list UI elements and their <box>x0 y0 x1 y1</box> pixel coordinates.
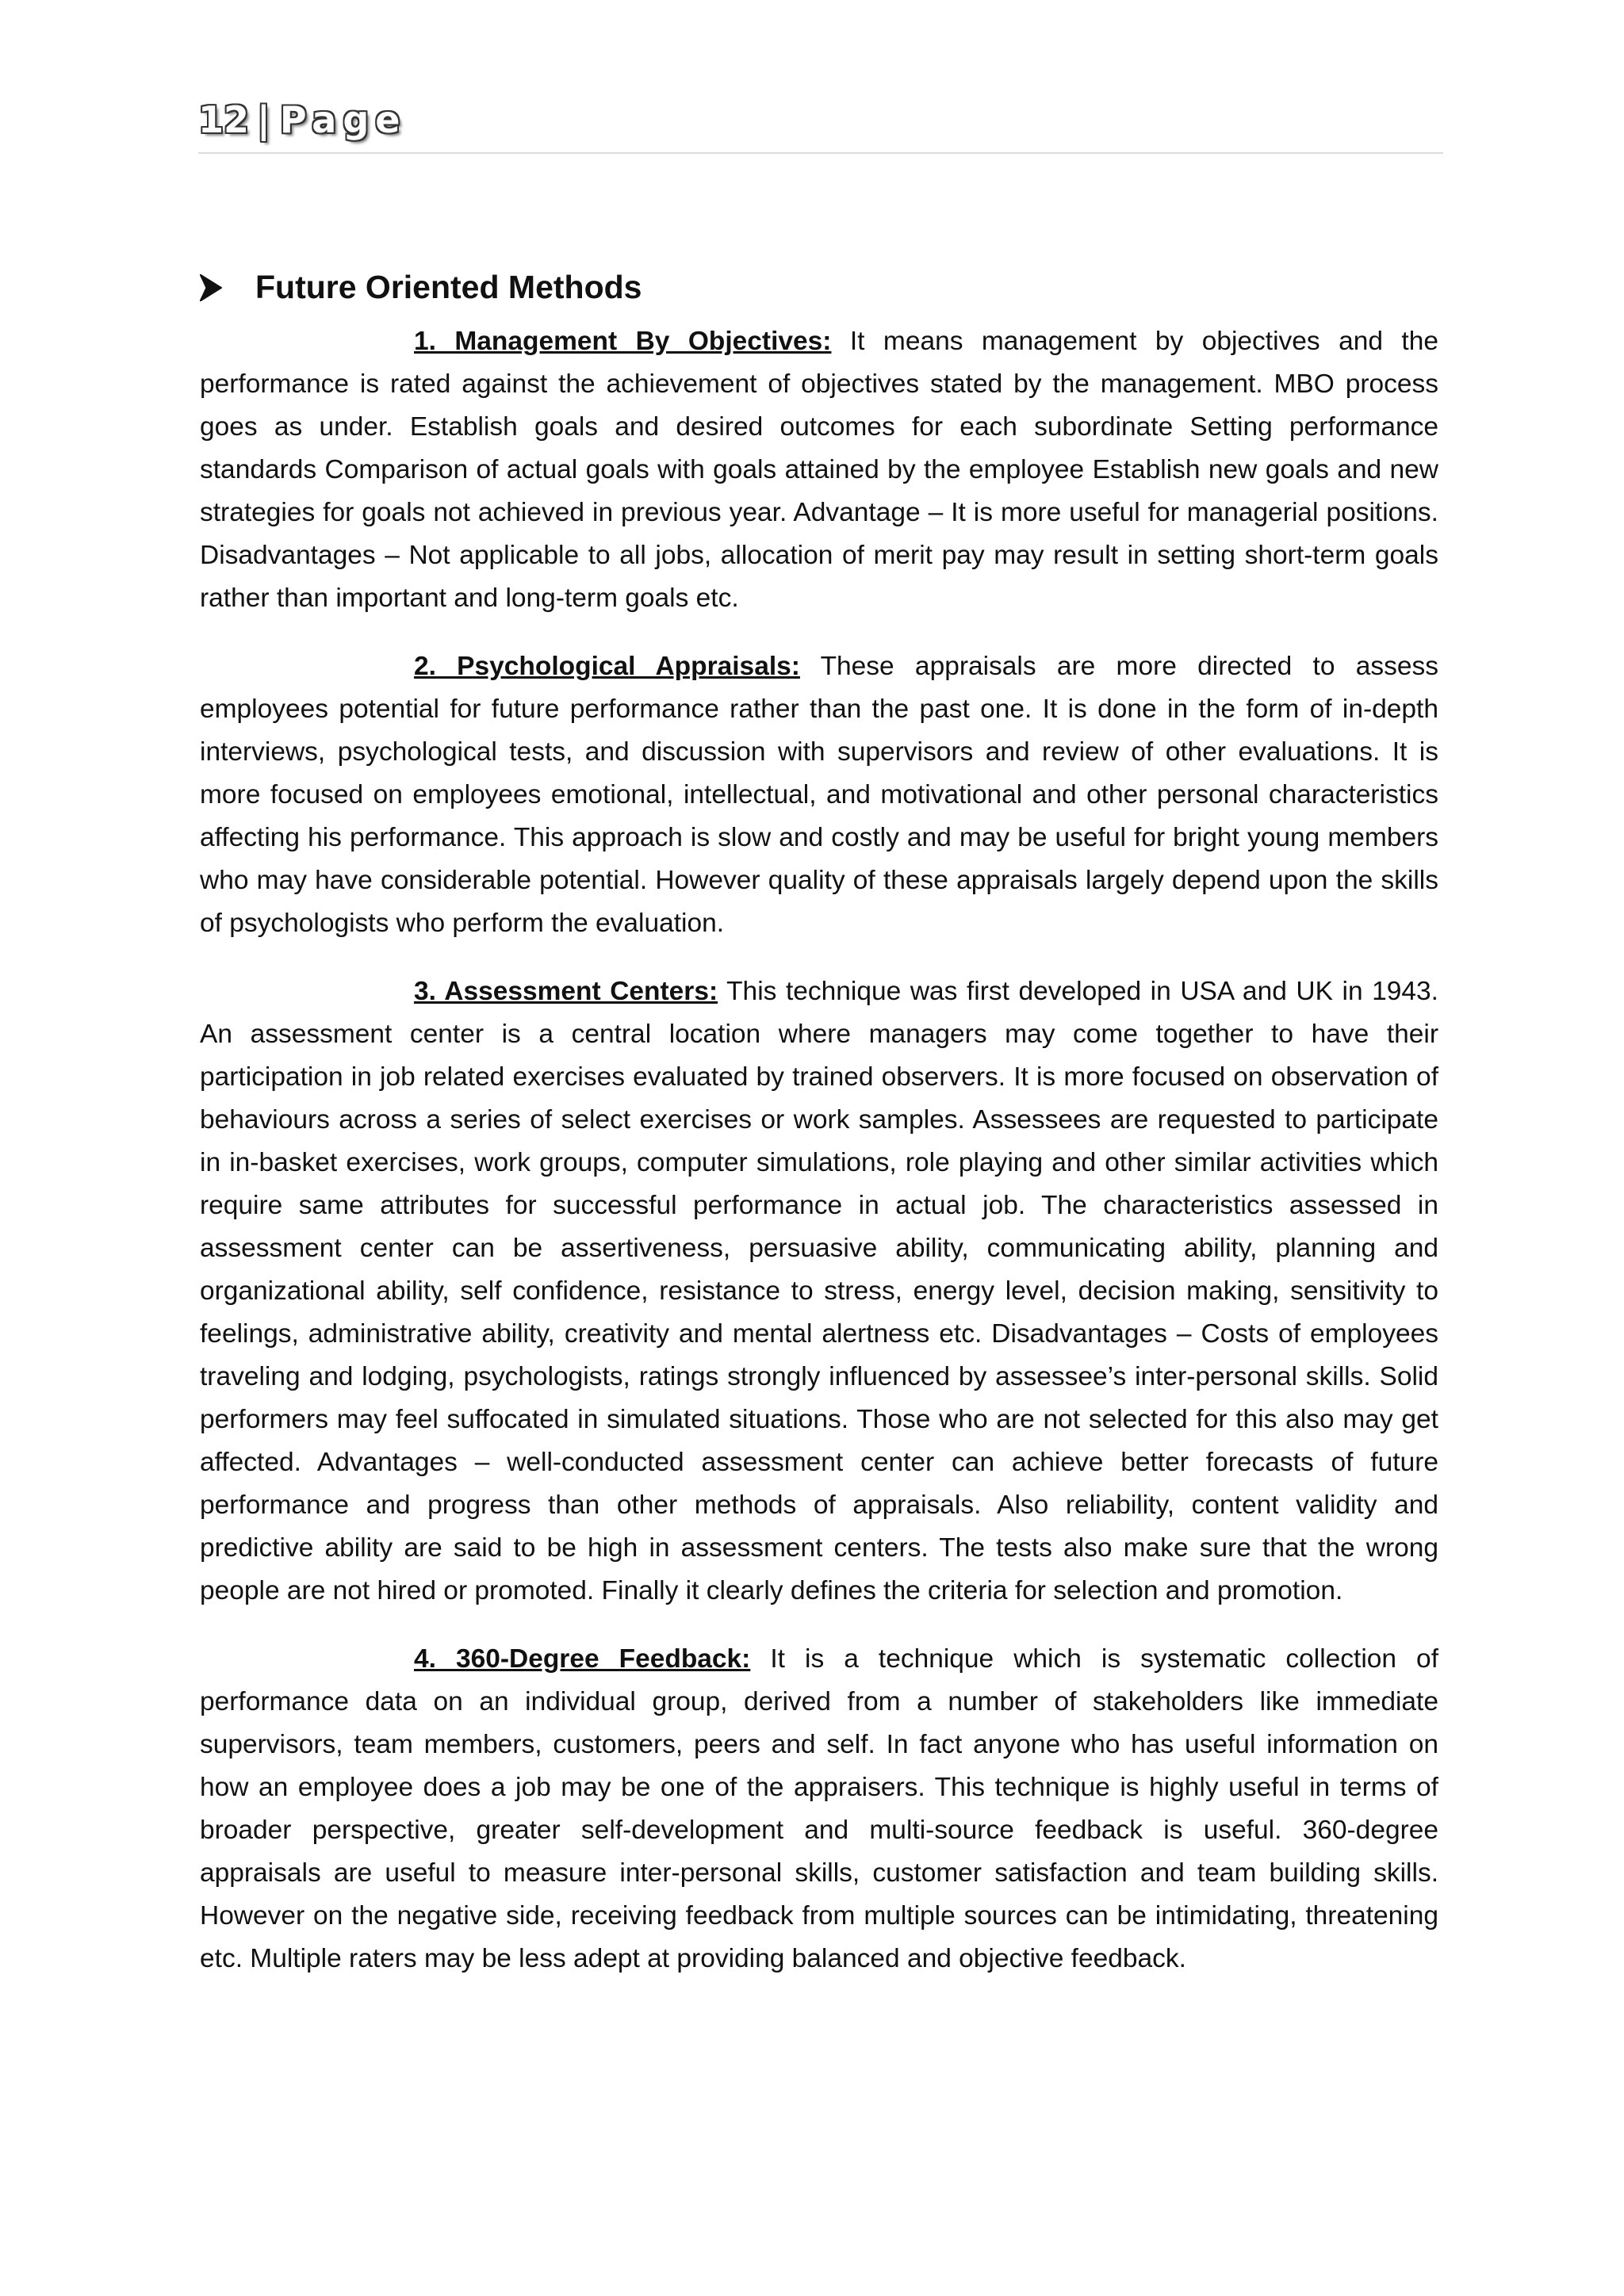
section-heading <box>200 268 642 307</box>
page-number: 12 <box>198 98 250 141</box>
page-number-label <box>198 98 1443 141</box>
arrow-bullet-icon <box>200 274 222 301</box>
page-separator: | <box>257 98 272 141</box>
paragraph-heading: 2. Psychological Appraisals: <box>414 652 800 681</box>
paragraph-text: This technique was first developed in USA and UK in 1943. An assessment center is a central location where managers may come together to have their participation in job related exercises evaluated by trained observers. It is more focused on observation of behaviours across a series of select exercises or work samples. Assessees are requested to participate in in-basket exercises, work groups, computer simulations, role playing and other similar activities which require same attributes for successful performance in actual job. The characteristics assessed in assessment center can be assertiveness, persuasive ability, communicating ability, planning and organizational ability, self confidence, resistance to stress, energy level, decision making, sensitivity to feelings, administrative ability, creativity and mental alertness etc. Disadvantages – Costs of employees traveling and lodging, psychologists, ratings strongly influenced by assessee’s inter-personal skills. Solid performers may feel suffocated in simulated situations. Those who are not selected for this also may get affected. Advantages – well-conducted assessment center can achieve better forecasts of future performance and progress than other methods of appraisals. Also reliability, content validity and predictive ability are said to be high in assessment centers. The tests also make sure that the wrong people are not hired or promoted. Finally it clearly defines the criteria for selection and promotion. <box>200 977 1438 1605</box>
paragraph-psychological-appraisals <box>200 645 1438 945</box>
page-word: Page <box>279 98 407 141</box>
document-body <box>200 320 1438 2006</box>
paragraph-text: These appraisals are more directed to assess employees potential for future performance rather than the past one. It is done in the form of in-depth interviews, psychological tests, and discussion with supervisors and review of other evaluations. It is more focused on employees emotional, intellectual, and motivational and other personal characteristics affecting his performance. This approach is slow and costly and may be useful for bright young members who may have considerable potential. However quality of these appraisals largely depend upon the skills of psychologists who perform the evaluation. <box>200 652 1438 938</box>
paragraph-heading: 4. 360-Degree Feedback: <box>414 1644 751 1674</box>
paragraph-text: It means management by objectives and the performance is rated against the achievement of objectives stated by the management. MBO process goes as under. Establish goals and desired outcomes for each subordinate Setting performance standards Comparison of actual goals with goals attained by the employee Establish new goals and new strategies for goals not achieved in previous year. Advantage – It is more useful for managerial positions. Disadvantages – Not applicable to all jobs, allocation of merit pay may result in setting short-term goals rather than important and long-term goals etc. <box>200 327 1438 613</box>
paragraph-360-feedback <box>200 1638 1438 1980</box>
section-title: Future Oriented Methods <box>255 269 642 305</box>
paragraph-mbo <box>200 320 1438 620</box>
paragraph-heading: 1. Management By Objectives: <box>414 327 832 356</box>
page-header <box>198 98 1443 154</box>
paragraph-text: It is a technique which is systematic collection of performance data on an individual group, derived from a number of stakeholders like immediate supervisors, team members, customers, peers and self. In fact anyone who has useful information on how an employee does a job may be one of the appraisers. This technique is highly useful in terms of broader perspective, greater self-development and multi-source feedback is useful. 360-degree appraisals are useful to measure inter-personal skills, customer satisfaction and team building skills. However on the negative side, receiving feedback from multiple sources can be intimidating, threatening etc. Multiple raters may be less adept at providing balanced and objective feedback. <box>200 1644 1438 1973</box>
paragraph-assessment-centers <box>200 970 1438 1613</box>
paragraph-heading: 3. Assessment Centers: <box>414 977 718 1006</box>
